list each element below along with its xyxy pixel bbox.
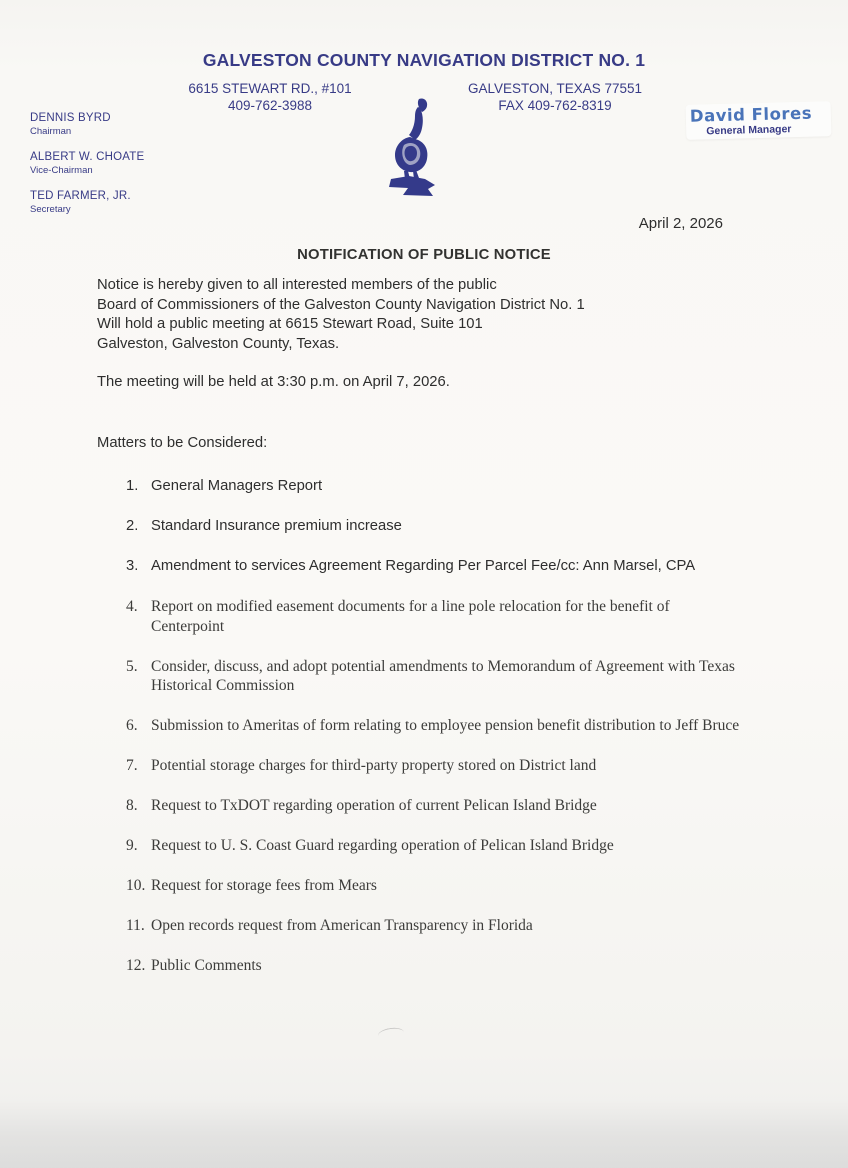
agenda-number: 8. (126, 797, 138, 814)
agenda-number: 7. (126, 757, 138, 774)
officials-list (30, 112, 144, 229)
agenda-item (97, 657, 752, 696)
intro-line: Will hold a public meeting at 6615 Stewart Road, Suite 101 (97, 316, 483, 333)
address-city: GALVESTON, TEXAS 77551 (467, 81, 643, 96)
agenda-text: Consider, discuss, and adopt potential amendments to Memorandum of Agreement with Texas Historical Commission (151, 657, 735, 694)
agenda-text: Request to TxDOT regarding operation of current Pelican Island Bridge (151, 797, 597, 814)
agenda-item (97, 916, 752, 936)
agenda-number: 1. (126, 478, 139, 494)
faint-pencil-mark (377, 1026, 404, 1042)
official-title: Chairman (30, 126, 72, 137)
letterhead-title: GALVESTON COUNTY NAVIGATION DISTRICT NO. 1 (202, 50, 646, 70)
meeting-time-line: The meeting will be held at 3:30 p.m. on April 7, 2026. (97, 374, 450, 390)
agenda-number: 11. (126, 917, 145, 934)
letterhead-address-right (425, 80, 685, 114)
general-manager-signature: David Flores (689, 103, 813, 126)
intro-line: Galveston, Galveston County, Texas. (97, 336, 340, 353)
agenda-list (97, 477, 752, 996)
agenda-number: 2. (126, 518, 139, 534)
official-title: Secretary (30, 204, 71, 215)
agenda-item (97, 756, 752, 776)
official-vice-chairman (30, 151, 144, 176)
address-fax: FAX 409-762-8319 (498, 98, 612, 113)
address-phone: 409-762-3988 (227, 98, 313, 113)
official-chairman (30, 112, 144, 137)
official-name: DENNIS BYRD (30, 112, 111, 124)
general-manager-title: General Manager (706, 123, 792, 138)
agenda-number: 4. (126, 598, 138, 615)
agenda-item (97, 876, 752, 896)
agenda-item (97, 557, 752, 577)
general-manager-block (686, 101, 832, 140)
document-date: April 2, 2026 (638, 215, 723, 232)
agenda-text: Submission to Ameritas of form relating to employee pension benefit distribution to Jeff Bruce (151, 717, 740, 734)
agenda-number: 9. (126, 837, 138, 854)
official-name: TED FARMER, JR. (30, 190, 131, 202)
agenda-item (97, 597, 752, 636)
address-street: 6615 STEWART RD., #101 (188, 81, 352, 96)
agenda-text: Public Comments (151, 957, 262, 974)
agenda-text: Request to U. S. Coast Guard regarding operation of Pelican Island Bridge (151, 837, 614, 854)
agenda-text: Potential storage charges for third-party property stored on District land (151, 757, 597, 774)
agenda-item (97, 477, 752, 497)
agenda-number: 6. (126, 717, 138, 734)
agenda-item (97, 836, 752, 856)
intro-line: Notice is hereby given to all interested members of the public (97, 277, 497, 293)
official-title: Vice-Chairman (30, 165, 93, 176)
agenda-item (97, 796, 752, 816)
agenda-item (97, 716, 752, 736)
intro-line: Board of Commissioners of the Galveston County Navigation District No. 1 (97, 296, 585, 313)
official-name: ALBERT W. CHOATE (30, 151, 145, 163)
matters-label: Matters to be Considered: (97, 435, 268, 451)
letterhead-address-left (150, 80, 390, 114)
agenda-number: 5. (126, 657, 138, 675)
agenda-text: Standard Insurance premium increase (151, 518, 402, 534)
notice-intro (97, 276, 585, 355)
agenda-number: 10. (126, 877, 146, 894)
official-secretary (30, 190, 144, 215)
agenda-text: Report on modified easement documents for a line pole relocation for the benefit of Centerpoint (151, 598, 670, 635)
agenda-text: Amendment to services Agreement Regarding Per Parcel Fee/cc: Ann Marsel, CPA (151, 558, 696, 574)
agenda-number: 3. (126, 558, 139, 574)
pelican-logo-icon (381, 97, 447, 199)
agenda-number: 12. (126, 957, 146, 974)
agenda-text: General Managers Report (151, 478, 323, 494)
agenda-text: Open records request from American Transparency in Florida (151, 917, 533, 934)
agenda-text: Request for storage fees from Mears (151, 877, 377, 894)
agenda-item (97, 517, 752, 537)
notice-heading: NOTIFICATION OF PUBLIC NOTICE (297, 247, 551, 263)
agenda-item (97, 956, 752, 976)
